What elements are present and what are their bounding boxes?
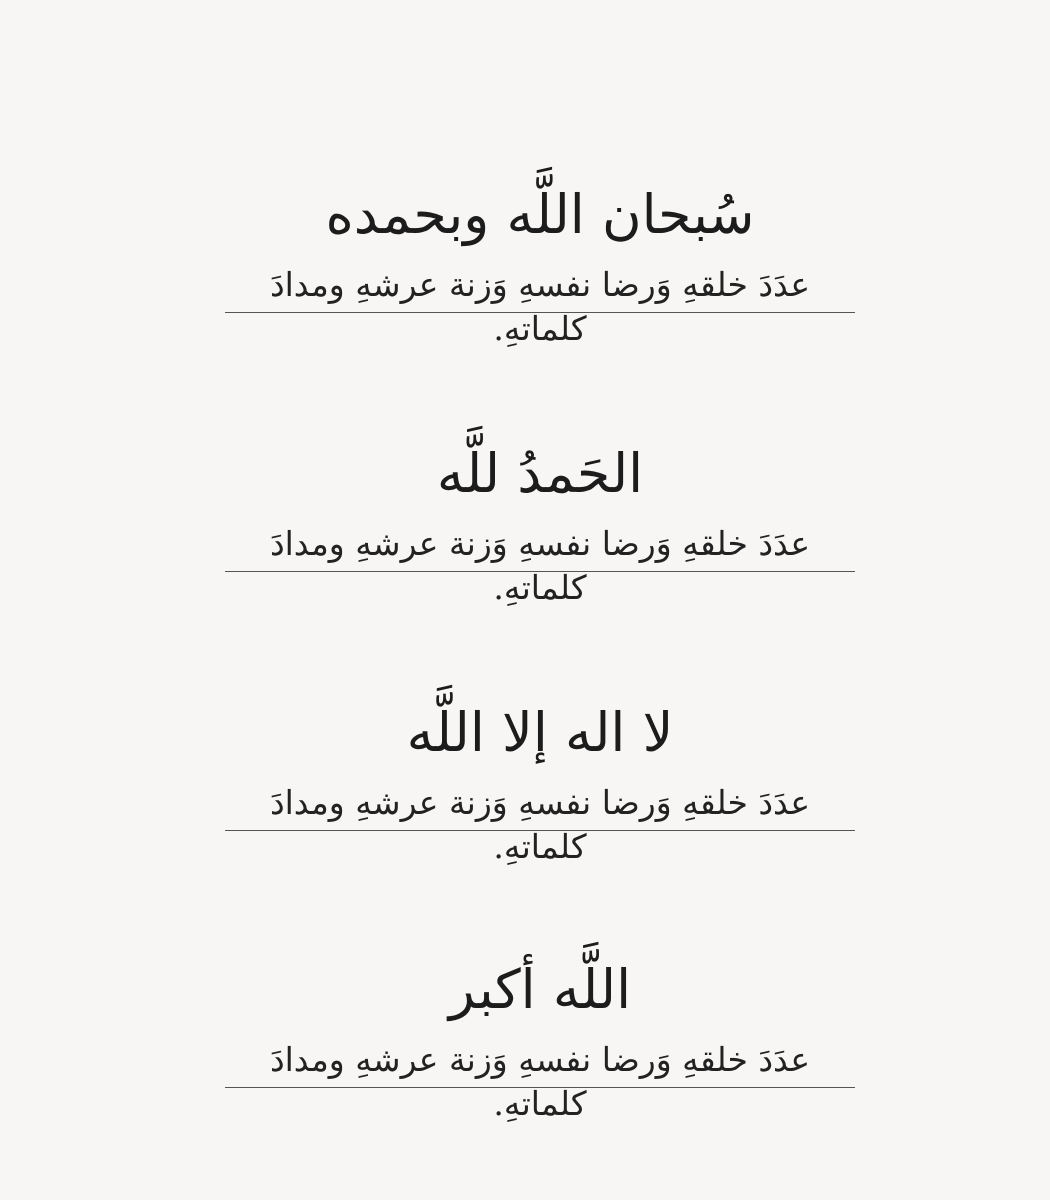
dhikr-subtitle: عدَدَ خلقهِ وَرضا نفسهِ وَزنة عرشهِ ومدادَ كلماتهِ. — [269, 783, 811, 866]
dhikr-subtitle: عدَدَ خلقهِ وَرضا نفسهِ وَزنة عرشهِ ومدادَ كلماتهِ. — [269, 524, 811, 607]
dhikr-section-3 — [225, 698, 855, 866]
dhikr-subtitle: عدَدَ خلقهِ وَرضا نفسهِ وَزنة عرشهِ ومدادَ كلماتهِ. — [269, 265, 811, 348]
dhikr-title: الحَمدُ للَّه — [436, 442, 644, 505]
dhikr-section-1 — [225, 180, 855, 348]
divider-line — [225, 830, 855, 831]
divider-line — [225, 312, 855, 313]
dhikr-title: اللَّه أكبر — [448, 958, 632, 1021]
dhikr-title: سُبحان اللَّه وبحمده — [325, 183, 755, 246]
dhikr-title: لا اله إلا اللَّه — [406, 701, 674, 764]
dhikr-section-4 — [225, 955, 855, 1123]
divider-line — [225, 571, 855, 572]
dhikr-subtitle: عدَدَ خلقهِ وَرضا نفسهِ وَزنة عرشهِ ومدادَ كلماتهِ. — [269, 1040, 811, 1123]
dhikr-section-2 — [225, 439, 855, 607]
divider-line — [225, 1087, 855, 1088]
